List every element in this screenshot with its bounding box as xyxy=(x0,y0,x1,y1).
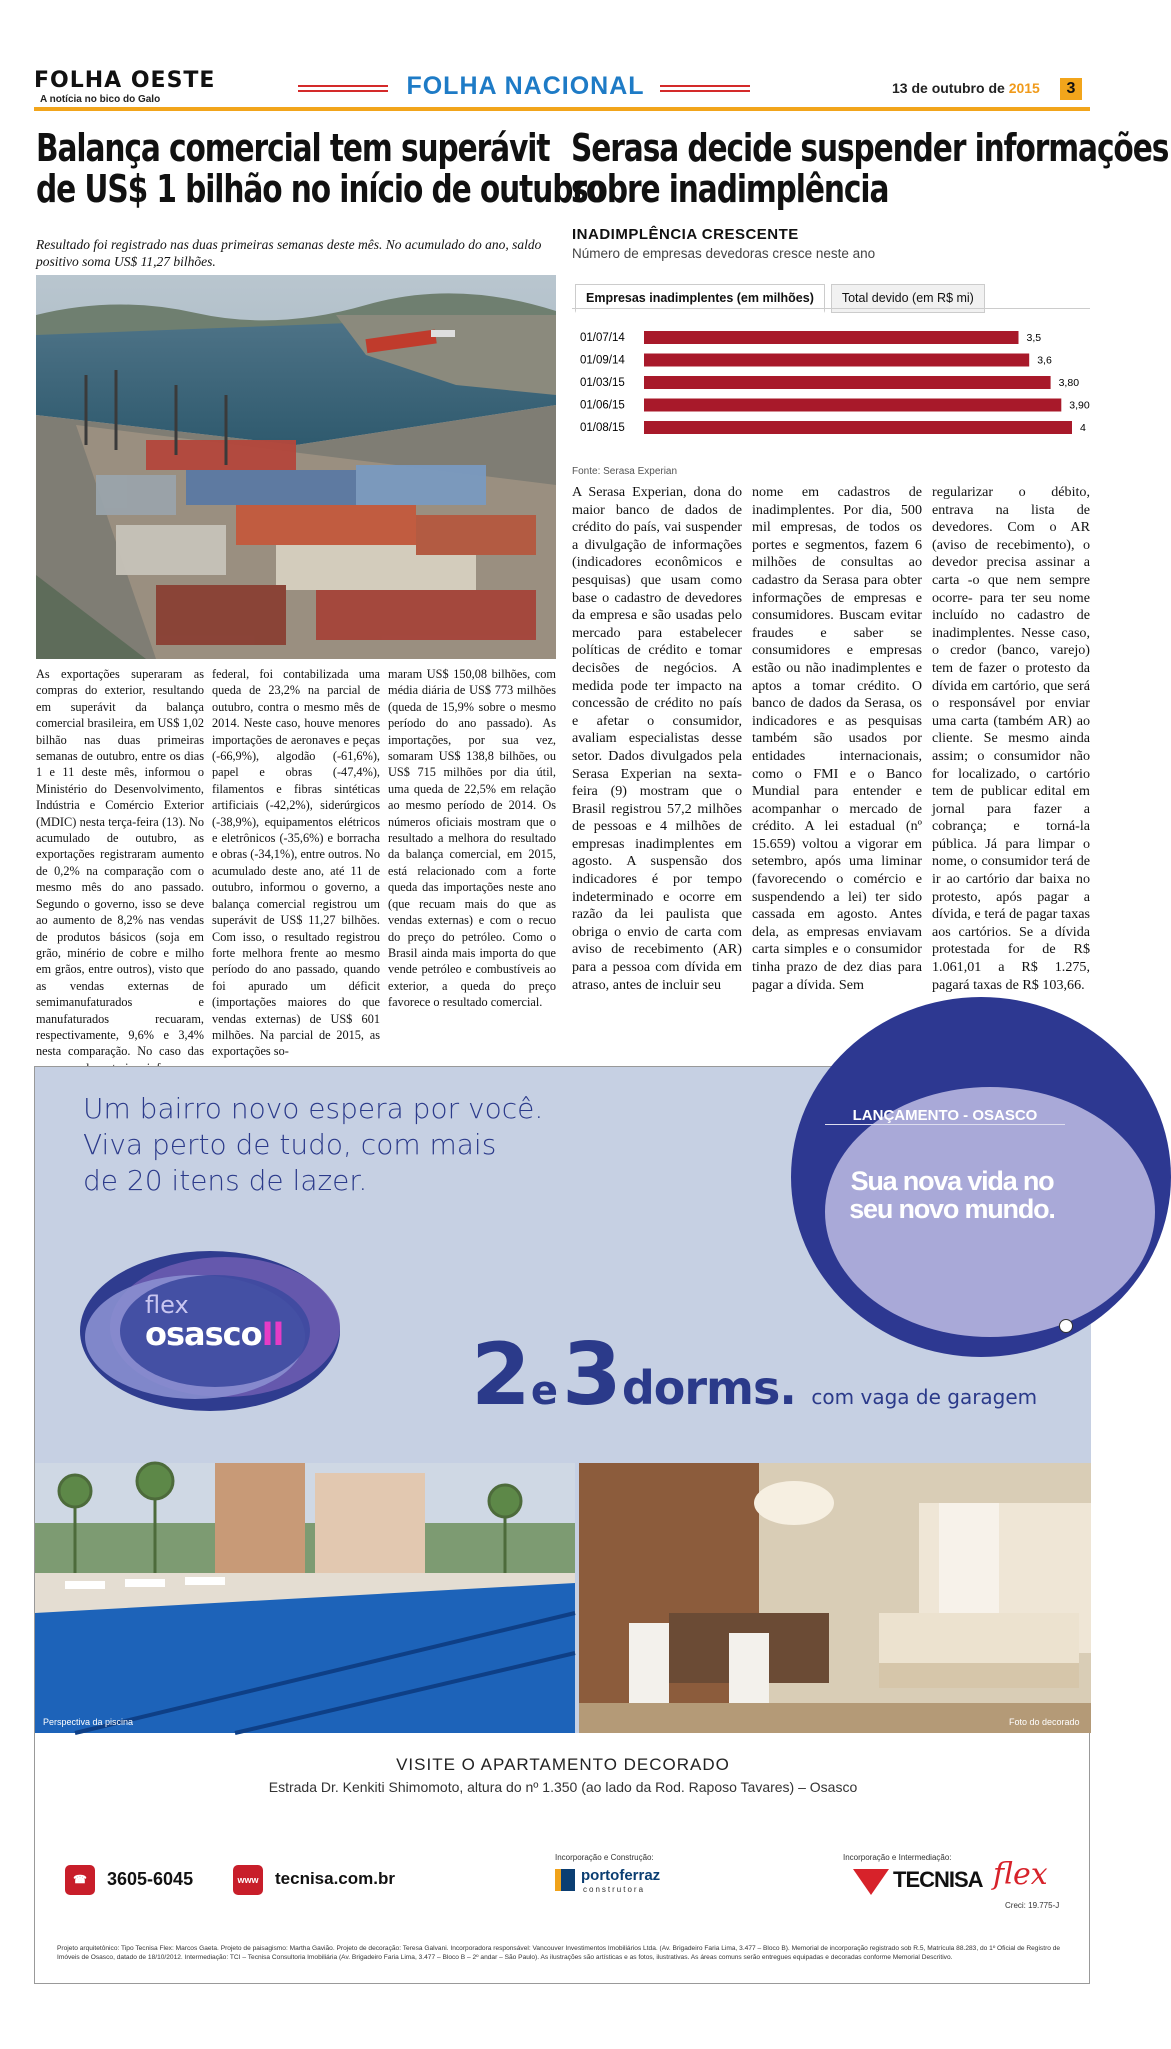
living-room-photo xyxy=(579,1463,1091,1733)
issue-date xyxy=(892,80,1040,96)
ad-hero xyxy=(35,1067,1091,1733)
article2-column-1: A Serasa Experian, dona do maior banco de dados de crédito do país, vai suspender a divulgação de informações (indicadores econômicos e pesquisas) que usam como base o cadastro de devedores da empresa e são usadas pelo mercado para estabelecer políticas de crédito e tomar decisões de negócios. A medida pode ter impacto na concessão de crédito no país e afetar o consumidor, avaliam especialistas desse setor. Dados divulgados pela Serasa Experian na sexta-feira (9) mostram que o Brasil registrou 57,2 milhões de pessoas e 4 milhões de empresas inadimplentes em agosto. A suspensão dos indicadores é por tempo indeterminado e ocorre em razão da lei paulista que obriga o envio de carta com aviso de recebimento (AR) para a pessoa com dívida em atraso, antes de incluir seu xyxy=(572,484,742,993)
bar-value-label: 4 xyxy=(1080,422,1086,434)
ad-headline-line3: de 20 itens de lazer. xyxy=(83,1164,368,1197)
header-divider xyxy=(34,107,1090,111)
article2-headline-line1: Serasa decide suspender informações xyxy=(571,126,1169,170)
chart-source: Fonte: Serasa Experian xyxy=(572,466,678,477)
bar-value-label: 3,80 xyxy=(1058,377,1080,389)
dorms-callout xyxy=(471,1325,1037,1425)
bar-category-label: 01/06/15 xyxy=(580,399,625,412)
bar-category-label: 01/03/15 xyxy=(580,377,625,389)
builder-sub: construtora xyxy=(583,1885,646,1894)
creci-number: Creci: 19.775-J xyxy=(1005,1901,1060,1910)
article2-headline xyxy=(571,128,1168,210)
launch-label: LANÇAMENTO - OSASCO xyxy=(825,1107,1065,1125)
real-estate-ad[interactable] xyxy=(34,1066,1090,1984)
bar-category-label: 01/08/15 xyxy=(580,422,625,434)
tecnisa-brand: TECNISA xyxy=(893,1867,983,1892)
portoferraz-logo-icon xyxy=(555,1869,575,1891)
bar-value-label: 3,5 xyxy=(1026,332,1042,344)
article1-lede: Resultado foi registrado nas duas primeiras semanas deste mês. No acumulado do ano, saldo positivo soma US$ 11,27 bilhões. xyxy=(36,237,542,269)
dorms-two: 2 xyxy=(471,1325,527,1425)
newspaper-tagline: A notícia no bico do Galo xyxy=(40,94,161,105)
cert-seal-icon xyxy=(1059,1319,1073,1333)
page-number: 3 xyxy=(1060,78,1082,100)
logo-osasco-roman: II xyxy=(261,1315,284,1353)
article2-column-3: regularizar o débito, entrava na lista de devedores. Com o AR (aviso de recebimento), o devedor precisa assinar a carta -o que nem sempre ocorre- para ter seu nome incluído no cadastro de inadimplentes. Nesse caso, o credor (banco, varejo) tem de fazer o protesto da dívida em cartório, que será o responsável por enviar uma carta (também AR) ao cliente. Se mesmo ainda assim; o consumidor não for localizado, o cartório tem de publicar edital em jornal para fazer a cobrança; e torná-la pública. Já para limpar o nome, o consumidor terá de ir ao cartório dar baixa no protesto, após pagar a dívida, e terá de pagar taxas aos cartórios. Se a dívida protestada for de R$ 1.061,01 a R$ 1.275, pagará taxas de R$ 103,66. xyxy=(932,484,1090,993)
visit-title: VISITE O APARTAMENTO DECORADO xyxy=(396,1755,730,1774)
port-photo xyxy=(36,275,556,659)
bar[interactable] xyxy=(644,399,1061,412)
dorms-and: e xyxy=(530,1368,558,1414)
header-rule-right xyxy=(660,85,750,87)
article1-column-1: As exportações superaram as compras do exterior, resultando em superávit da balança comercial brasileira, em US$ 1,02 bilhão nas duas primeiras semanas de outubro, entre os dias 1 e 11 deste mês, informou o Ministério do Desenvolvimento, Indústria e Comércio Exterior (MDIC) nesta terça-feira (13). No acumulado de outubro, as exportações registraram aumento de 0,2% na comparação com o mesmo mês do ano passado. Segundo o governo, isso se deve ao aumento de 8,2% nas vendas de produtos básicos (soja em grão, minério de cobre e milho em grãos, entre outros), visto que as vendas externas de semimanufaturados e manufaturados recuaram, respectivamente, 9,6% e 3,4% nesta comparação. No caso das xyxy=(36,667,205,1059)
article1-column-2: federal, foi contabilizada uma queda de 23,2% na parcial de outubro, contra o mesmo mês de 2014. Neste caso, houve menores importações de aeronaves e peças (-66,9%), algodão (-61,6%), papel e obras (-47,4%), filamentos e fibras sintéticas artificiais (-42,2%), siderúrgicos (-38,9%), equipamentos elétricos e eletrônicos (-35,6%) e borracha e obras (-34,1%), entre outros. No acumulado deste ano, até 11 de outubro, informou o governo, a balança comercial registrou um superávit de US$ 11,27 bilhões. Com isso, o resultado registrou forte melhora frente ao mesmo período do ano passado, quando foi apurado um déficit (importações maiores do que vendas externas) de US$ 601 milhões. Na parcial de 2015, as exportações so- xyxy=(212,667,381,1059)
phone-number[interactable]: 3605-6045 xyxy=(107,1869,194,1889)
bar[interactable] xyxy=(644,421,1072,434)
article2-column-2: nome em cadastros de inadimplentes. Por dia, 500 mil empresas, de todos os portes e segmentos, fazem 6 milhões de consultas ao cadastro da Serasa para obter informações de empresas e consumidores. Buscam evitar fraudes e saber se consumidores e empresas estão ou não inadimplentes e aptos a tomar crédito. O banco de dados da Serasa, os indicadores e as pesquisas também são usados por entidades internacionais, como o FMI e o Banco Mundial para entender e acompanhar o mercado de crédito. A lei estadual (nº 15.659) voltou a vigorar em setembro, após uma liminar (favorecendo o comércio e suspendendo a lei) ter sido cassada em agosto. Antes dela, as empresas enviavam carta simples e o consumidor tinha prazo de dez dias para pagar a dívida. Sem xyxy=(752,484,922,993)
ad-slogan-line1: Sua nova vida no xyxy=(850,1166,1054,1196)
room-caption: Foto do decorado xyxy=(1009,1717,1080,1727)
bar[interactable] xyxy=(644,376,1051,389)
construction-label: Incorporação e Construção: xyxy=(555,1853,654,1862)
pool-caption: Perspectiva da piscina xyxy=(43,1717,134,1727)
date-text: 13 de outubro de xyxy=(892,80,1005,96)
tecnisa-logo-icon xyxy=(853,1869,889,1895)
web-icon: www xyxy=(233,1865,263,1895)
bar-chart xyxy=(572,309,1090,459)
ad-headline-line2: Viva perto de tudo, com mais xyxy=(83,1128,497,1161)
logo-osasco xyxy=(145,1315,283,1353)
tab-companies[interactable]: Empresas inadimplentes (em milhões) xyxy=(575,284,825,313)
chart-area xyxy=(572,308,1090,458)
dorms-three: 3 xyxy=(561,1325,622,1425)
website-link[interactable]: tecnisa.com.br xyxy=(275,1869,395,1888)
bar-value-label: 3,6 xyxy=(1037,354,1052,367)
port-illustration xyxy=(36,275,556,659)
ad-slogan xyxy=(827,1167,1077,1223)
header-rule-left xyxy=(298,85,388,87)
article1-headline-line2: de US$ 1 bilhão no início de outubro xyxy=(36,167,606,211)
tecnisa-flex: flex xyxy=(993,1857,1048,1892)
article2-headline-line2: sobre inadimplência xyxy=(571,167,889,211)
bar-value-label: 3,90 xyxy=(1069,399,1090,412)
logo-flex: flex xyxy=(145,1291,189,1319)
builder-name: portoferraz xyxy=(581,1867,661,1884)
bar[interactable] xyxy=(644,354,1029,367)
room-illustration xyxy=(579,1463,1091,1733)
phone-icon: ☎ xyxy=(65,1865,95,1895)
bar-category-label: 01/09/14 xyxy=(580,354,625,367)
ad-fine-print: Projeto arquitetônico: Tipo Tecnisa Flex: Marcos Gaeta. Projeto de paisagismo: Martha Gavião. Projeto de decoração: Teresa Galvani. Incorporadora responsável: Vancouver Investimentos Imobiliários Ltda. (Av. Brigadeiro Faria Lima, 3.477 – Bloco B). Memorial de incorporação registrado sob R.5, Matrícula 88.283, do 1º Oficial de Registro de Imóveis de Osasco, datado de 18/10/2012. Intermediação: TCI – Tecnisa Consultoria Imobiliária (Av. Brigadeiro Faria Lima, 3.477 – Bloco B – 2º andar – São Paulo). As ilustrações são artísticas e as fotos, ilustrativas. As áreas comuns serão entregues equipadas e decoradas conforme Memorial Descritivo. xyxy=(57,1945,1061,1961)
tab-total-debt[interactable]: Total devido (em R$ mi) xyxy=(831,284,985,313)
chart-subtitle: Número de empresas devedoras cresce neste ano xyxy=(572,246,876,261)
date-year: 2015 xyxy=(1008,80,1040,96)
chart-title: INADIMPLÊNCIA CRESCENTE xyxy=(572,226,799,243)
newspaper-brand: FOLHA OESTE xyxy=(34,68,216,93)
section-title: FOLHA NACIONAL xyxy=(406,72,645,100)
visit-address: Estrada Dr. Kenkiti Shimomoto, altura do nº 1.350 (ao lado da Rod. Raposo Tavares) – Osasco xyxy=(268,1779,858,1795)
flex-osasco-logo xyxy=(75,1239,365,1419)
logo-osasco-name: osasco xyxy=(145,1315,262,1353)
dorms-word: dorms. xyxy=(621,1361,796,1415)
ad-slogan-line2: seu novo mundo. xyxy=(849,1194,1055,1224)
article1-headline-line1: Balança comercial tem superávit xyxy=(36,126,550,170)
pool-illustration xyxy=(35,1463,575,1733)
pool-photo xyxy=(35,1463,575,1733)
ad-headline-line1: Um bairro novo espera por você. xyxy=(83,1092,544,1125)
bar-category-label: 01/07/14 xyxy=(580,332,625,344)
bar[interactable] xyxy=(644,331,1019,344)
article1-headline xyxy=(36,128,605,210)
dorms-garage: com vaga de garagem xyxy=(811,1385,1038,1409)
intermediation-label: Incorporação e Intermediação: xyxy=(843,1853,952,1862)
article1-column-3: maram US$ 150,08 bilhões, com média diária de US$ 773 milhões (queda de 15,9% sobre o mesmo período do ano passado). As importações, por sua vez, somaram US$ 138,8 bilhões, ou US$ 715 milhões por dia útil, uma queda de 22,5% em relação ao mesmo período de 2014. Os números oficiais mostram que o resultado a melhora do resultado da balança comercial, em 2015, está relacionado com a forte queda das importações neste ano (que recuam mais do que as vendas externas) e com o recuo do preço do petróleo. Como o Brasil ainda mais importa do que vende petróleo e combustíveis ao exterior, a queda do preço favorece o resultado comercial. xyxy=(388,667,556,1010)
ad-headline xyxy=(83,1091,543,1199)
